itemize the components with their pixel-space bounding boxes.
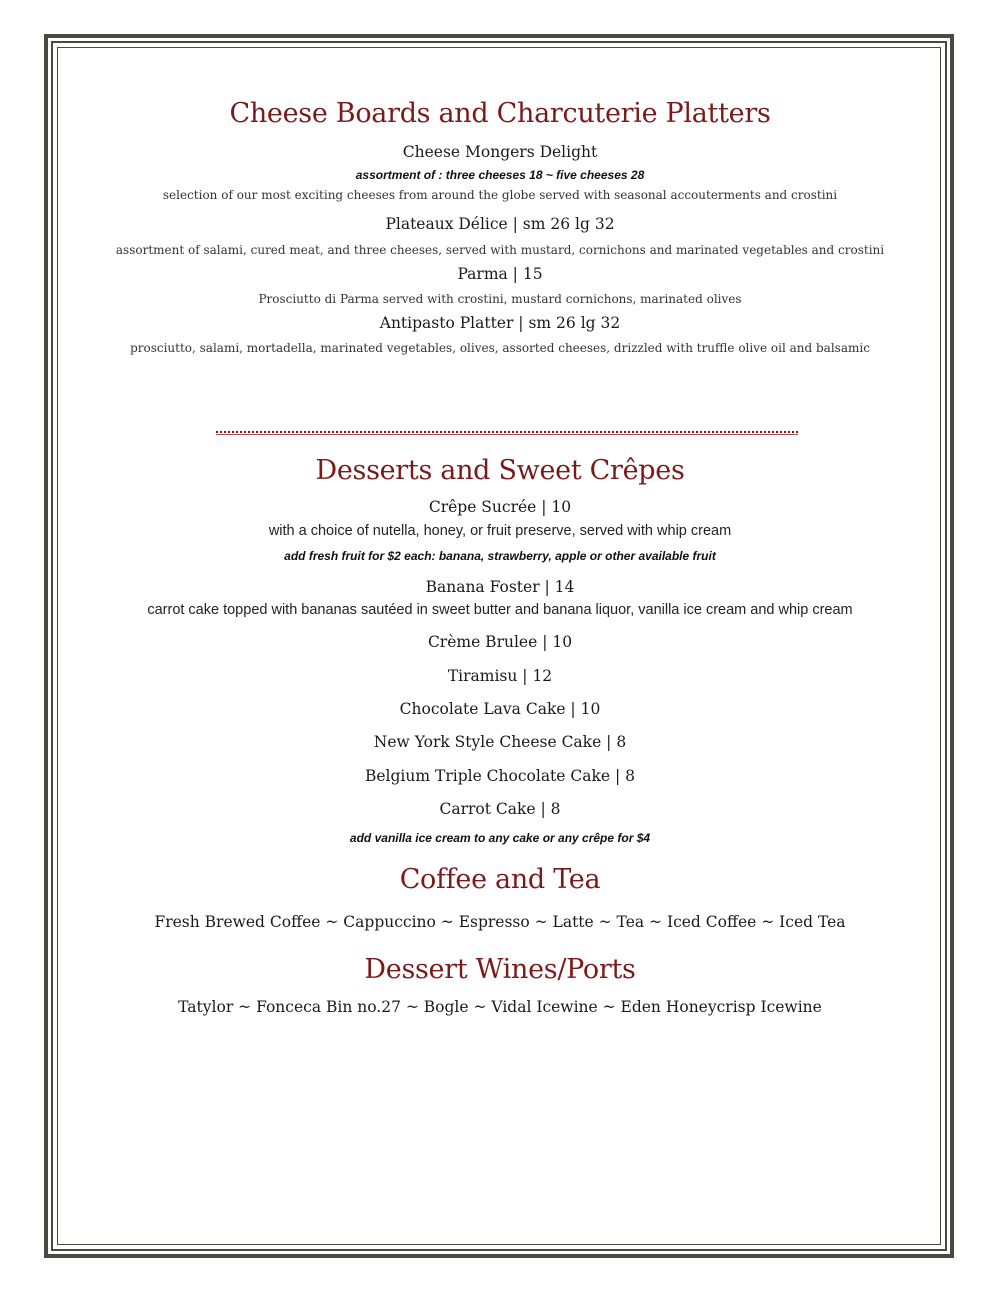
section-divider xyxy=(216,431,798,433)
menu-page xyxy=(60,50,940,1240)
tiramisu-item: Tiramisu | 12 xyxy=(447,667,553,685)
plateaux-desc: assortment of salami, cured meat, and three cheeses, served with mustard, cornichons and marinated vegetables and crostini xyxy=(115,243,885,257)
coffee-list: Fresh Brewed Coffee ~ Cappuccino ~ Espresso ~ Latte ~ Tea ~ Iced Coffee ~ Iced Tea xyxy=(154,913,846,931)
section-divider-underline xyxy=(216,434,798,435)
wines-section-title: Dessert Wines/Ports xyxy=(364,954,636,985)
parma-item: Parma | 15 xyxy=(457,265,543,283)
ny-cheese-cake-item: New York Style Cheese Cake | 8 xyxy=(373,733,627,751)
coffee-section-title: Coffee and Tea xyxy=(399,864,601,895)
cheese-mongers-desc: selection of our most exciting cheeses from around the globe served with seasonal accouterments and crostini xyxy=(162,188,838,202)
crepe-sucree-desc: with a choice of nutella, honey, or fruit preserve, served with whip cream xyxy=(268,523,732,539)
banana-foster-desc: carrot cake topped with bananas sautéed in sweet butter and banana liquor, vanilla ice cream and whip cream xyxy=(147,602,853,618)
lava-cake-item: Chocolate Lava Cake | 10 xyxy=(399,700,601,718)
crepe-sucree-item: Crêpe Sucrée | 10 xyxy=(428,498,572,516)
desserts-section-title: Desserts and Sweet Crêpes xyxy=(315,455,685,486)
antipasto-desc: prosciutto, salami, mortadella, marinated vegetables, olives, assorted cheeses, drizzled with truffle olive oil and balsamic xyxy=(130,341,870,355)
banana-foster-item: Banana Foster | 14 xyxy=(425,578,575,596)
parma-desc: Prosciutto di Parma served with crostini, mustard cornichons, marinated olives xyxy=(258,292,742,306)
creme-brulee-item: Crème Brulee | 10 xyxy=(427,633,573,651)
plateaux-item: Plateaux Délice | sm 26 lg 32 xyxy=(385,215,615,233)
cheese-mongers-item: Cheese Mongers Delight xyxy=(402,143,598,161)
crepe-sucree-note: add fresh fruit for $2 each: banana, strawberry, apple or other available fruit xyxy=(284,549,716,563)
ice-cream-note: add vanilla ice cream to any cake or any crêpe for $4 xyxy=(349,831,651,845)
cheese-section-title: Cheese Boards and Charcuterie Platters xyxy=(229,98,771,129)
carrot-cake-item: Carrot Cake | 8 xyxy=(439,800,561,818)
antipasto-item: Antipasto Platter | sm 26 lg 32 xyxy=(379,314,621,332)
cheese-mongers-note: assortment of : three cheeses 18 ~ five cheeses 28 xyxy=(355,168,645,182)
wines-list: Tatylor ~ Fonceca Bin no.27 ~ Bogle ~ Vidal Icewine ~ Eden Honeycrisp Icewine xyxy=(178,998,822,1016)
belgium-cake-item: Belgium Triple Chocolate Cake | 8 xyxy=(364,767,635,785)
